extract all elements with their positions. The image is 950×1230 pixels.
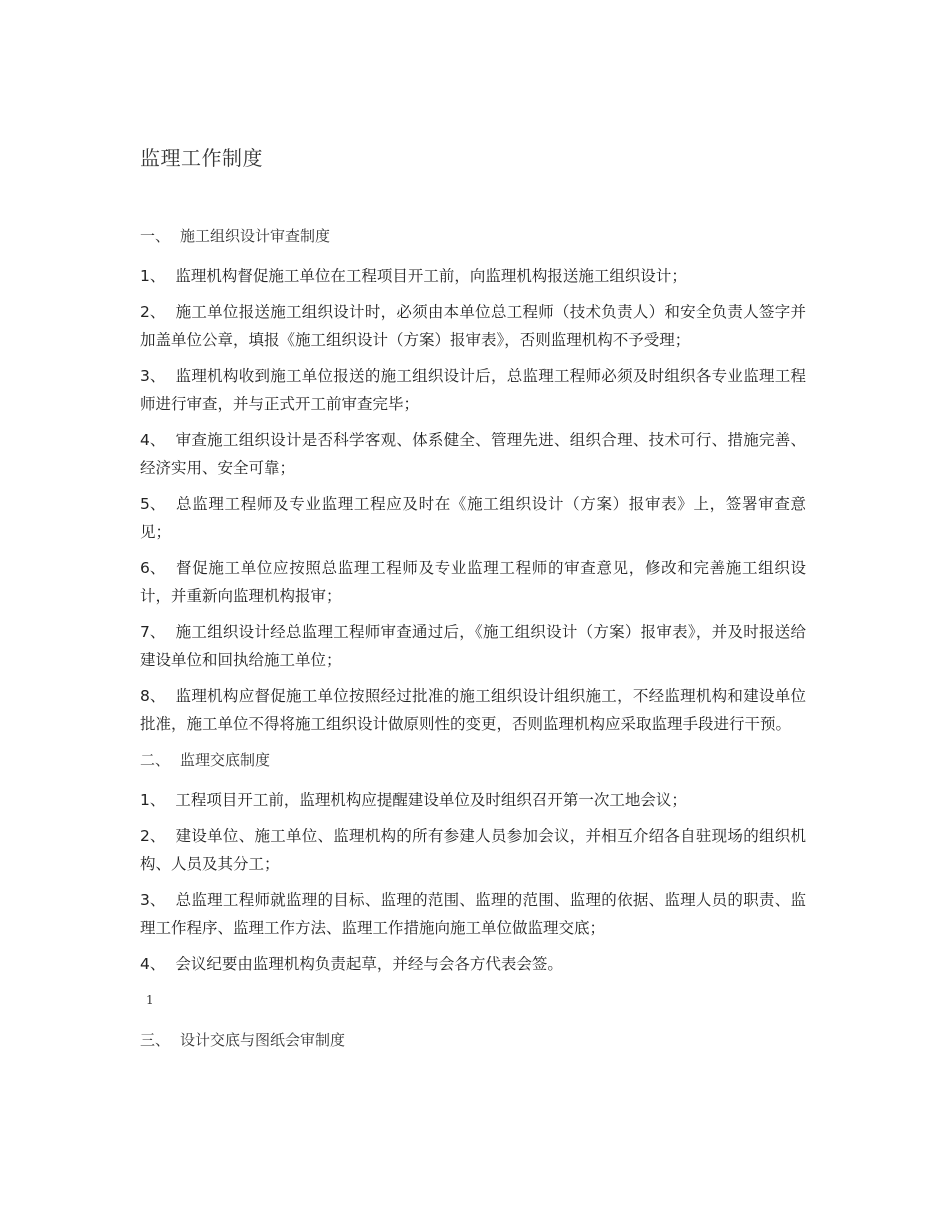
item-number: 7、 [140,623,166,641]
list-item [140,362,806,418]
document-body [140,222,806,1066]
list-item [140,490,806,546]
section-heading-text: 设计交底与图纸会审制度 [180,1031,346,1049]
section-heading [140,746,806,774]
item-text: 监理机构应督促施工单位按照经过批准的施工组织设计组织施工，不经监理机构和建设单位批准，施工单位不得将施工组织设计做原则性的变更，否则监理机构应采取监理手段进行干预。 [140,687,806,733]
list-item [140,298,806,354]
list-item [140,262,806,290]
item-text: 总监理工程师就监理的目标、监理的范围、监理的范围、监理的依据、监理人员的职责、监理工作程序、监理工作方法、监理工作措施向施工单位做监理交底； [140,891,806,937]
list-item [140,682,806,738]
section-heading [140,1026,806,1054]
document-title: 监理工作制度 [140,146,263,170]
section-number: 三、 [140,1031,171,1049]
item-number: 3、 [140,367,166,385]
list-item [140,618,806,674]
item-number: 5、 [140,495,166,513]
item-text: 总监理工程师及专业监理工程应及时在《施工组织设计（方案）报审表》上，签署审查意见； [140,495,806,541]
item-text: 施工单位报送施工组织设计时，必须由本单位总工程师（技术负责人）和安全负责人签字并加盖单位公章，填报《施工组织设计（方案）报审表》，否则监理机构不予受理； [140,303,806,349]
item-text: 督促施工单位应按照总监理工程师及专业监理工程师的审查意见，修改和完善施工组织设计，并重新向监理机构报审； [140,559,806,605]
item-number: 2、 [140,303,166,321]
section-heading-text: 监理交底制度 [180,751,271,769]
item-number: 4、 [140,955,166,973]
list-item [140,822,806,878]
section-heading [140,222,806,250]
item-text: 审查施工组织设计是否科学客观、体系健全、管理先进、组织合理、技术可行、措施完善、经济实用、安全可靠； [140,431,806,477]
item-text: 施工组织设计经总监理工程师审查通过后，《施工组织设计（方案）报审表》，并及时报送给建设单位和回执给施工单位； [140,623,806,669]
page-number: 1 [146,993,154,1007]
section-number: 一、 [140,227,171,245]
list-item [140,554,806,610]
list-item [140,786,806,814]
item-number: 8、 [140,687,166,705]
item-text: 会议纪要由监理机构负责起草，并经与会各方代表会签。 [175,955,563,973]
item-number: 6、 [140,559,166,577]
list-item [140,886,806,942]
list-item [140,426,806,482]
section-heading-text: 施工组织设计审查制度 [180,227,331,245]
item-text: 监理机构收到施工单位报送的施工组织设计后，总监理工程师必须及时组织各专业监理工程师进行审查，并与正式开工前审查完毕； [140,367,806,413]
item-number: 4、 [140,431,166,449]
item-text: 建设单位、施工单位、监理机构的所有参建人员参加会议，并相互介绍各自驻现场的组织机构、人员及其分工； [140,827,806,873]
list-item [140,950,806,978]
item-number: 3、 [140,891,166,909]
item-number: 1、 [140,791,166,809]
item-number: 2、 [140,827,166,845]
section-number: 二、 [140,751,171,769]
item-text: 监理机构督促施工单位在工程项目开工前，向监理机构报送施工组织设计； [175,267,687,285]
item-number: 1、 [140,267,166,285]
item-text: 工程项目开工前，监理机构应提醒建设单位及时组织召开第一次工地会议； [175,791,687,809]
